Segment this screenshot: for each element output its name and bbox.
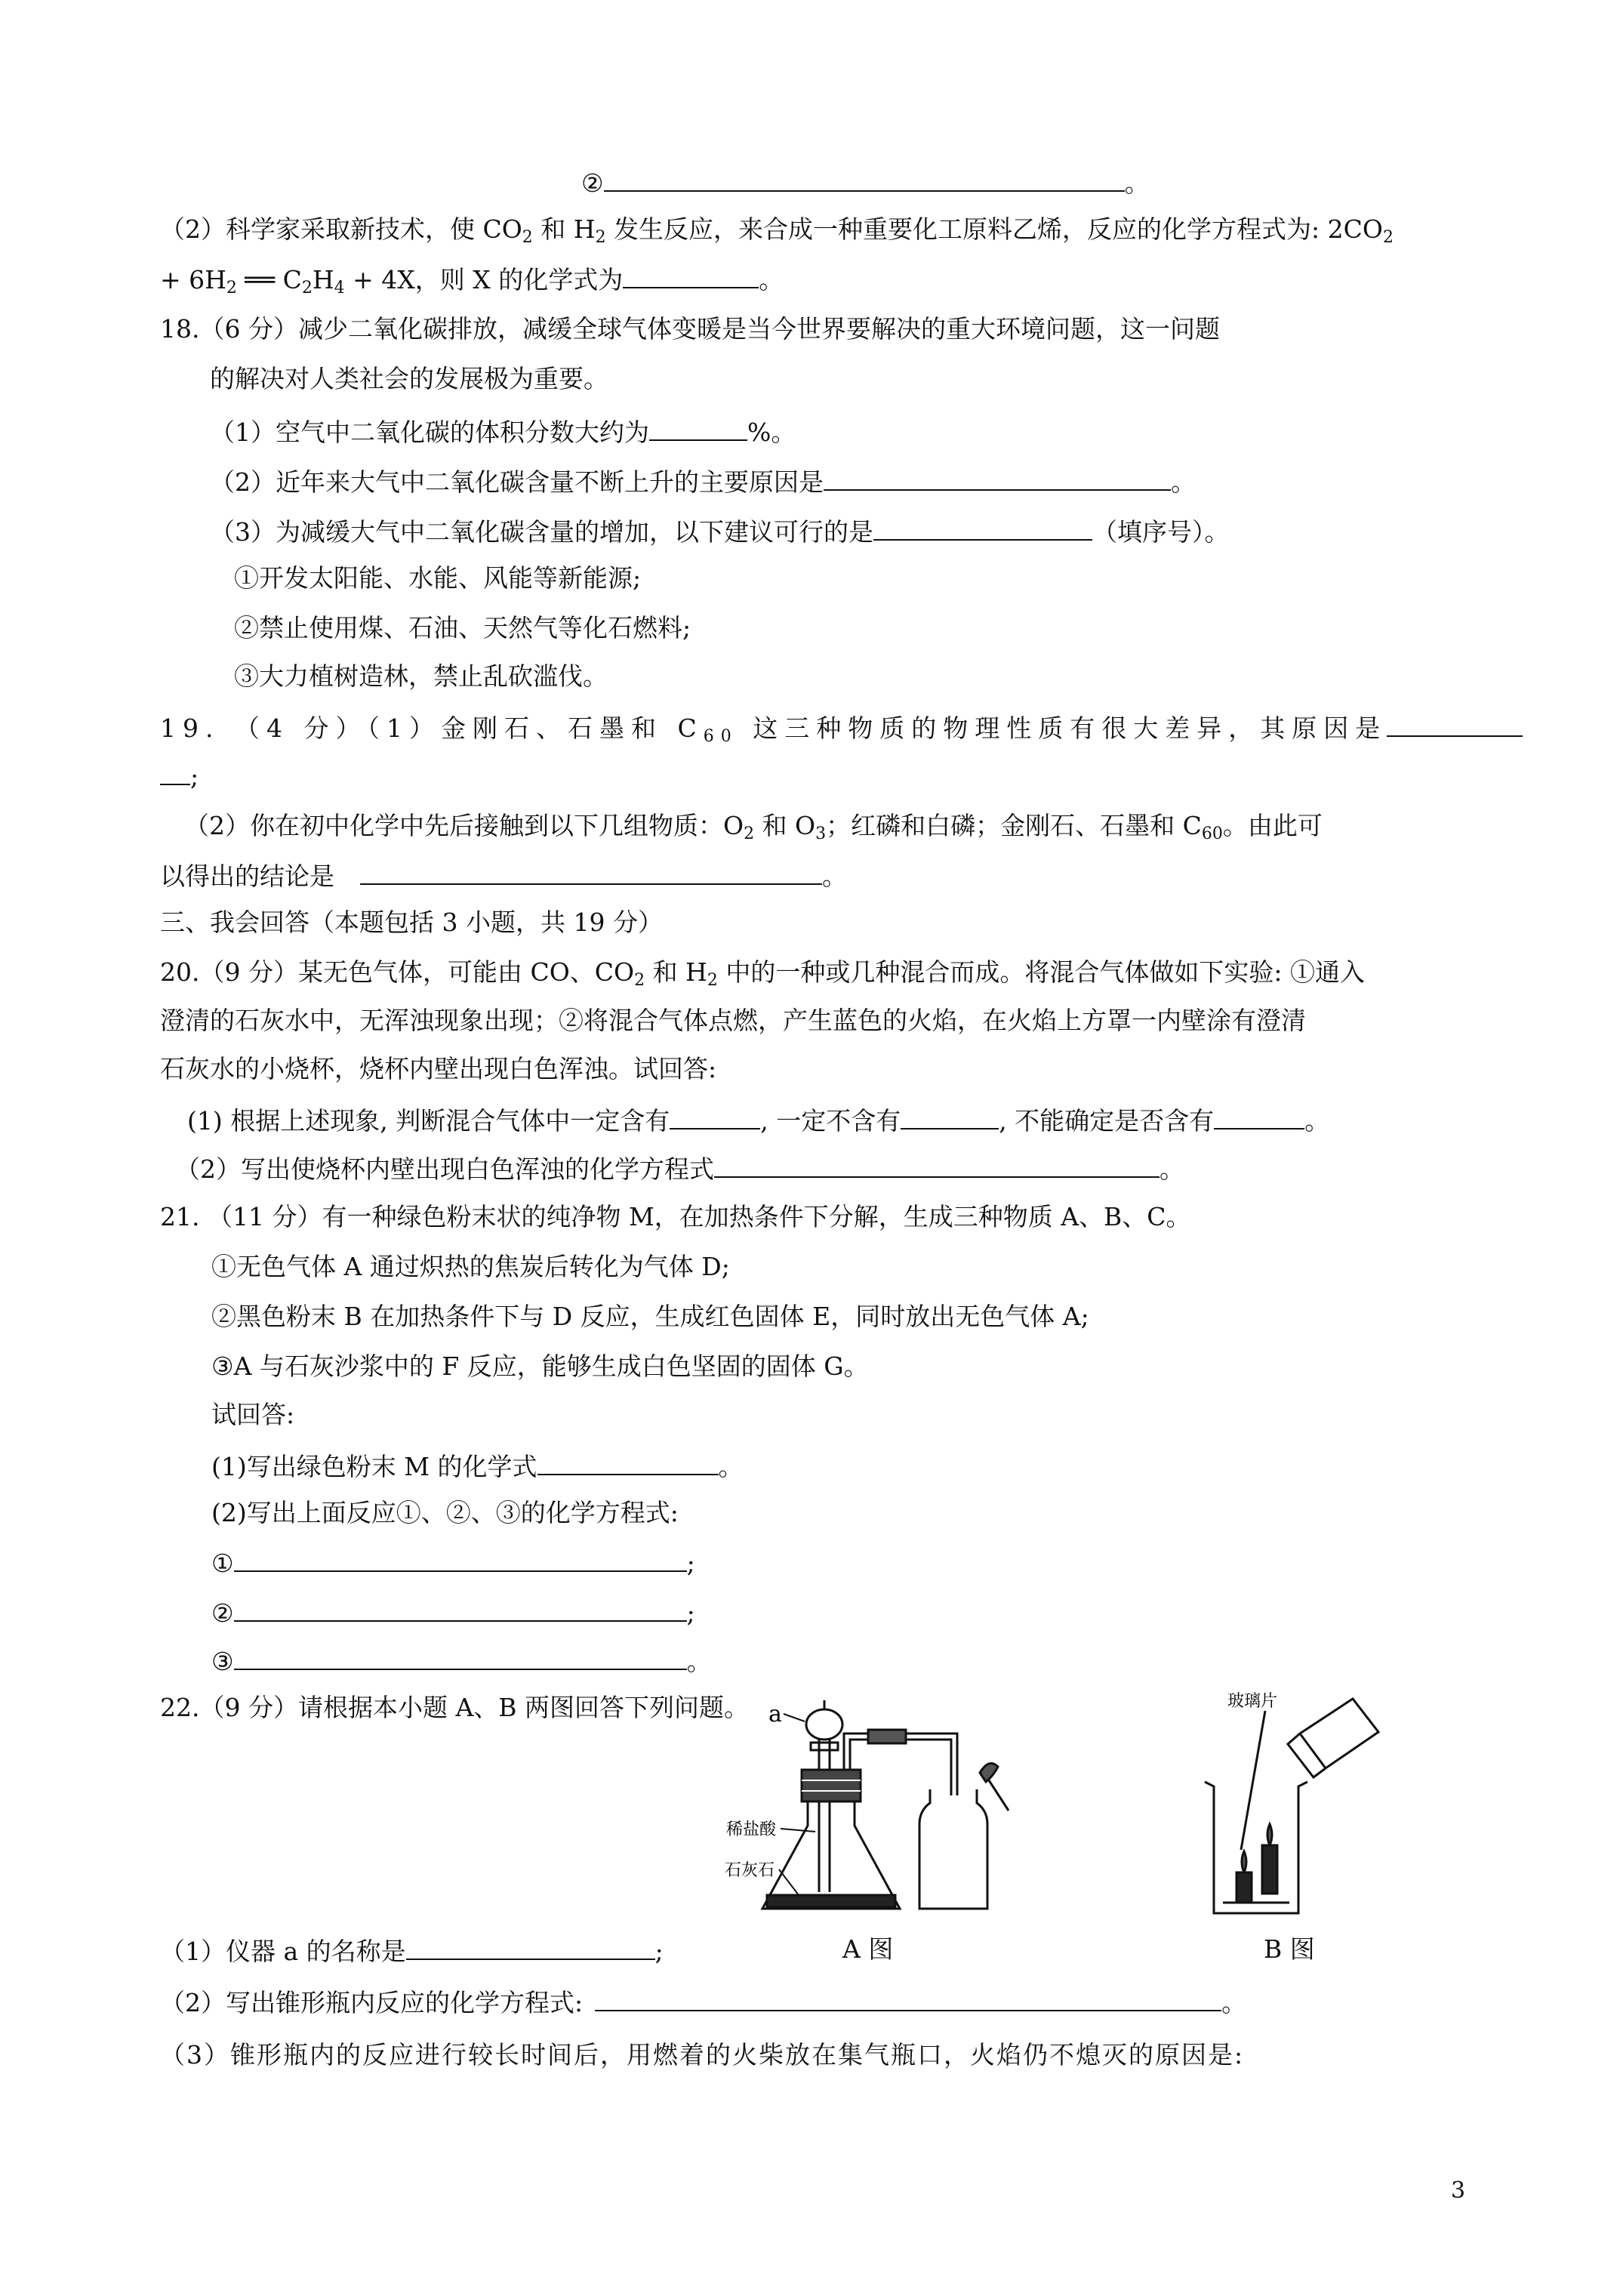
answer-blank[interactable] xyxy=(595,1984,1221,2011)
q21-condition1: ①无色气体 A 通过炽热的焦炭后转化为气体 D; xyxy=(211,1252,730,1281)
q22-sub3: （3）锥形瓶内的反应进行较长时间后，用燃着的火柴放在集气瓶口，火焰仍不熄灭的原因是: xyxy=(160,2040,1245,2069)
figure-a-apparatus xyxy=(710,1697,1027,1924)
q20-sub1: (1) 根据上述现象, 判断混合气体中一定含有 , 一定不含有 , 不能确定是否含有 。 xyxy=(187,1102,1329,1138)
answer-blank[interactable] xyxy=(234,1545,687,1572)
q18-stem-line2: 的解决对人类社会的发展极为重要。 xyxy=(210,364,608,393)
beaker xyxy=(1205,1782,1307,1913)
gas-jar xyxy=(919,1789,987,1909)
answer-blank[interactable] xyxy=(1214,1102,1304,1130)
figure-b-caption: B 图 xyxy=(1264,1934,1315,1964)
q19-line2: ; xyxy=(160,758,199,794)
q18-sub1: （1）空气中二氧化碳的体积分数大约为 %。 xyxy=(210,414,796,449)
q17-part2-line2: + $6H_2$ ══ $C_2H_4 + 4X$，则 X 的化学式为 。 xyxy=(160,261,784,297)
q19-line4: 以得出的结论是 。 xyxy=(160,858,847,893)
answer-blank[interactable] xyxy=(160,758,190,785)
q22-sub1: （1）仪器 a 的名称是 ; xyxy=(160,1933,664,1968)
q21-equation2: ② ; xyxy=(211,1595,695,1630)
q20-sub2: （2）写出使烧杯内壁出现白色浑浊的化学方程式 。 xyxy=(175,1151,1184,1186)
candle-tall xyxy=(1262,1845,1277,1894)
q21-sub1: (1)写出绿色粉末 M 的化学式 。 xyxy=(211,1448,744,1484)
q21-equation1: ① ; xyxy=(211,1545,695,1580)
figure-a-caption: A 图 xyxy=(842,1934,894,1964)
answer-blank[interactable] xyxy=(604,165,1125,192)
q21-stem: 21. （11 分）有一种绿色粉末状的纯净物 M，在加热条件下分解，生成三种物质 A、B、C。 xyxy=(160,1202,1191,1231)
answer-blank[interactable] xyxy=(537,1448,719,1475)
q18-stem-line1: 18.（6 分）减少二氧化碳排放，减缓全球气体变暖是当今世界要解决的重大环境问题，这一问题 xyxy=(160,314,1220,344)
rubber-stopper xyxy=(802,1770,861,1801)
q21-ask: 试回答: xyxy=(211,1400,295,1429)
q18-option3: ③大力植树造林，禁止乱砍滥伐。 xyxy=(234,661,608,691)
answer-blank[interactable] xyxy=(623,261,759,288)
answer-blank[interactable] xyxy=(406,1933,655,1960)
q21-condition3: ③A 与石灰沙浆中的 F 反应，能够生成白色坚固的固体 G。 xyxy=(211,1351,869,1381)
label-acid: 稀盐酸 xyxy=(726,1820,777,1839)
q21-sub2: (2)写出上面反应①、②、③的化学方程式: xyxy=(211,1498,679,1527)
q18-sub2: （2）近年来大气中二氧化碳含量不断上升的主要原因是 。 xyxy=(210,464,1196,499)
reagent-bottle xyxy=(1300,1699,1378,1768)
item-marker: ② xyxy=(581,168,604,198)
q20-stem-line3: 石灰水的小烧杯，烧杯内壁出现白色浑浊。试回答: xyxy=(160,1054,717,1083)
candle-short xyxy=(1236,1872,1252,1903)
funnel-bulb xyxy=(806,1709,842,1740)
answer-blank[interactable] xyxy=(714,1151,1160,1178)
label-glass-slide: 玻璃片 xyxy=(1227,1692,1278,1711)
section-heading: 三、我会回答（本题包括 3 小题，共 19 分） xyxy=(160,908,663,937)
q17-item2-line: ② 。 xyxy=(581,165,1150,200)
q22-sub2: （2）写出锥形瓶内反应的化学方程式: 。 xyxy=(160,1984,1246,2020)
q17-part2-line1: （2）科学家采取新技术，使 $CO_2$ 和 $H_2$ 发生反应，来合成一种重要化工原料乙烯，反应的化学方程式为: $2CO_2$ xyxy=(160,214,1394,247)
answer-blank[interactable] xyxy=(670,1102,760,1130)
q21-equation3: ③ 。 xyxy=(211,1643,712,1678)
q18-option1: ①开发太阳能、水能、风能等新能源; xyxy=(234,563,642,593)
answer-blank[interactable] xyxy=(901,1102,999,1130)
answer-blank[interactable] xyxy=(234,1595,687,1622)
limestone-layer xyxy=(767,1895,895,1907)
label-a: a xyxy=(768,1701,782,1727)
q22-stem: 22.（9 分）请根据本小题 A、B 两图回答下列问题。 xyxy=(160,1693,750,1722)
q19-line3: （2）你在初中化学中先后接触到以下几组物质：$O_2$ 和 $O_3$；红磷和白磷；金刚石、石墨和 $C_{60}$。由此可 xyxy=(184,811,1323,843)
q20-stem-line1: 20.（9 分）某无色气体，可能由 CO、$CO_2$ 和 $H_2$ 中的一种或几种混合而成。将混合气体做如下实验: ①通入 xyxy=(160,957,1365,990)
burning-match xyxy=(980,1764,998,1783)
q20-stem-line2: 澄清的石灰水中，无浑浊现象出现；②将混合气体点燃，产生蓝色的火焰，在火焰上方罩一内壁涂有澄清 xyxy=(160,1006,1306,1035)
q18-sub3: （3）为减缓大气中二氧化碳含量的增加，以下建议可行的是 （填序号）。 xyxy=(210,513,1230,549)
answer-blank[interactable] xyxy=(649,414,747,441)
q19-line1: 19. （4 分）（1）金刚石、石墨和 $C_{60}$ 这三种物质的物理性质有很大差异，其原因是 xyxy=(160,710,1523,745)
answer-blank[interactable] xyxy=(824,464,1171,491)
answer-blank[interactable] xyxy=(234,1643,687,1670)
label-limestone: 石灰石 xyxy=(725,1861,775,1880)
q21-condition2: ②黑色粉末 B 在加热条件下与 D 反应，生成红色固体 E，同时放出无色气体 A; xyxy=(211,1302,1089,1331)
answer-blank[interactable] xyxy=(873,513,1092,541)
page-number: 3 xyxy=(1451,2177,1466,2204)
funnel-stopcock xyxy=(811,1743,838,1750)
figure-b-beaker xyxy=(1193,1684,1389,1925)
answer-blank[interactable] xyxy=(1387,710,1523,737)
answer-blank[interactable] xyxy=(360,858,822,885)
q18-option2: ②禁止使用煤、石油、天然气等化石燃料; xyxy=(234,613,691,643)
